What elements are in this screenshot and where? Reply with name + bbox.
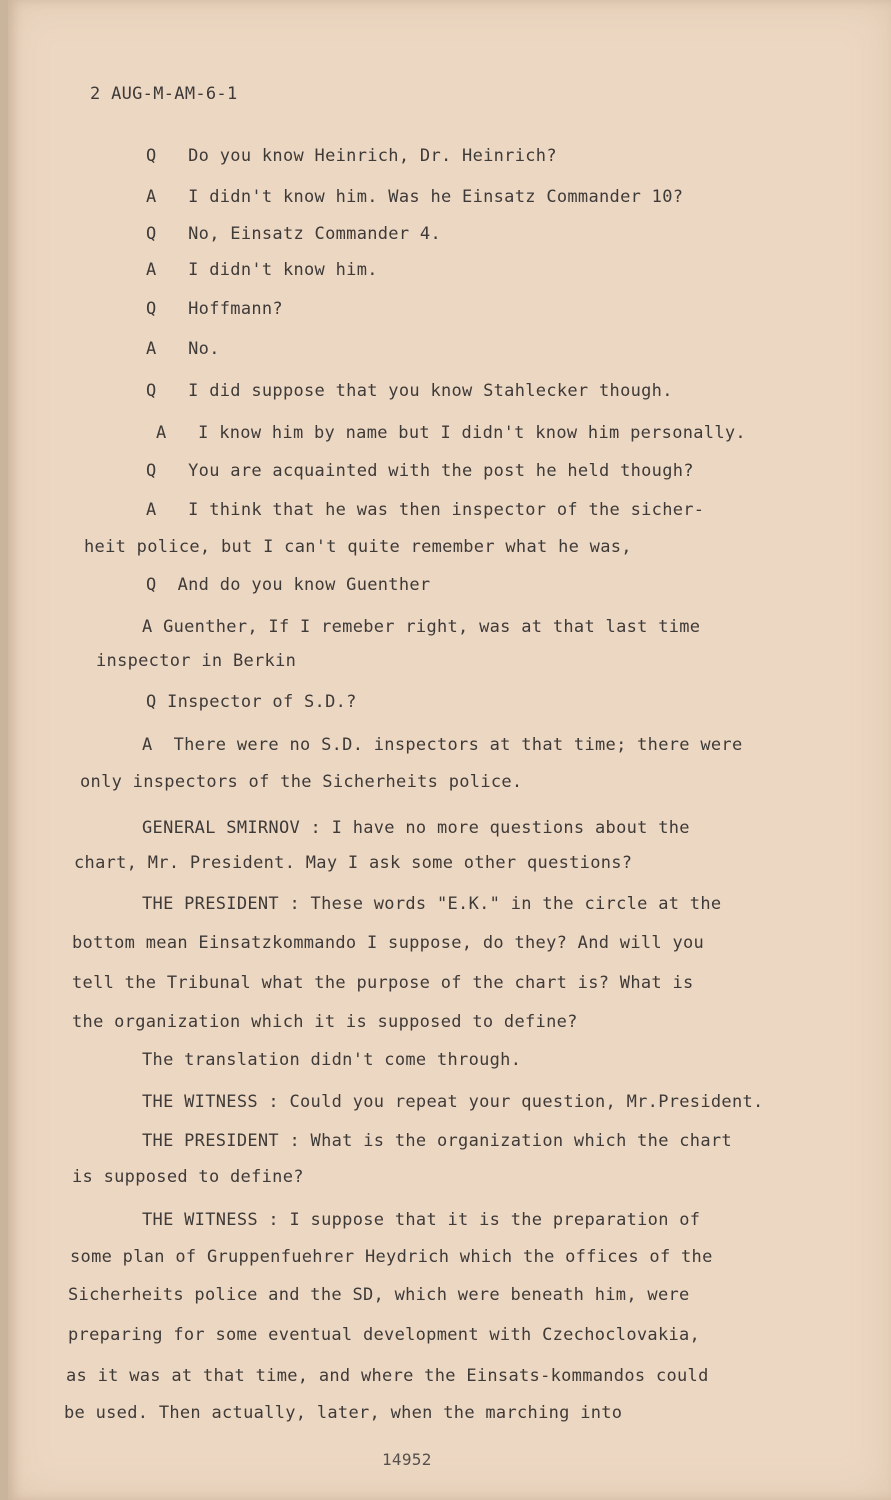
document-page [8,0,891,1500]
transcript-line: the organization which it is supposed to define? [72,1012,578,1032]
transcript-line: heit police, but I can't quite remember what he was, [84,537,632,557]
transcript-line: preparing for some eventual development with Czechoclovakia, [68,1325,701,1345]
transcript-line: as it was at that time, and where the Einsats-kommandos could [66,1366,709,1386]
transcript-line: bottom mean Einsatzkommando I suppose, do they? And will you [72,933,705,953]
transcript-line: Q Inspector of S.D.? [146,692,357,712]
transcript-line: A I didn't know him. Was he Einsatz Commander 10? [146,187,684,207]
transcript-line: THE PRESIDENT : What is the organization which the chart [142,1131,732,1151]
transcript-line: is supposed to define? [72,1167,304,1187]
transcript-line: Q And do you know Guenther [146,575,431,595]
transcript-line: THE WITNESS : I suppose that it is the preparation of [142,1210,701,1230]
transcript-line: Sicherheits police and the SD, which were beneath him, were [68,1285,690,1305]
transcript-line: inspector in Berkin [96,651,297,671]
transcript-line: A I think that he was then inspector of the sicher- [146,500,705,520]
transcript-line: Q No, Einsatz Commander 4. [146,224,441,244]
transcript-line: Q Hoffmann? [146,299,283,319]
transcript-line: Q Do you know Heinrich, Dr. Heinrich? [146,146,557,166]
transcript-line: The translation didn't come through. [142,1050,522,1070]
transcript-line: Q I did suppose that you know Stahlecker though. [146,381,673,401]
transcript-line: A Guenther, If I remeber right, was at that last time [142,617,701,637]
transcript-line: tell the Tribunal what the purpose of the chart is? What is [72,973,694,993]
transcript-line: A I didn't know him. [146,260,378,280]
page-header: 2 AUG-M-AM-6-1 [90,84,238,104]
transcript-line: Q You are acquainted with the post he held though? [146,461,694,481]
transcript-line: A There were no S.D. inspectors at that time; there were [142,735,743,755]
transcript-line: only inspectors of the Sicherheits police. [80,772,523,792]
transcript-line: be used. Then actually, later, when the marching into [64,1403,623,1423]
page-number: 14952 [382,1450,432,1469]
transcript-line: THE WITNESS : Could you repeat your question, Mr.President. [142,1092,764,1112]
transcript-line: chart, Mr. President. May I ask some other questions? [74,853,633,873]
transcript-line: A No. [146,339,220,359]
transcript-line: GENERAL SMIRNOV : I have no more questions about the [142,818,690,838]
transcript-line: A I know him by name but I didn't know him personally. [156,423,746,443]
transcript-line: THE PRESIDENT : These words "E.K." in the circle at the [142,894,722,914]
transcript-line: some plan of Gruppenfuehrer Heydrich which the offices of the [70,1247,713,1267]
